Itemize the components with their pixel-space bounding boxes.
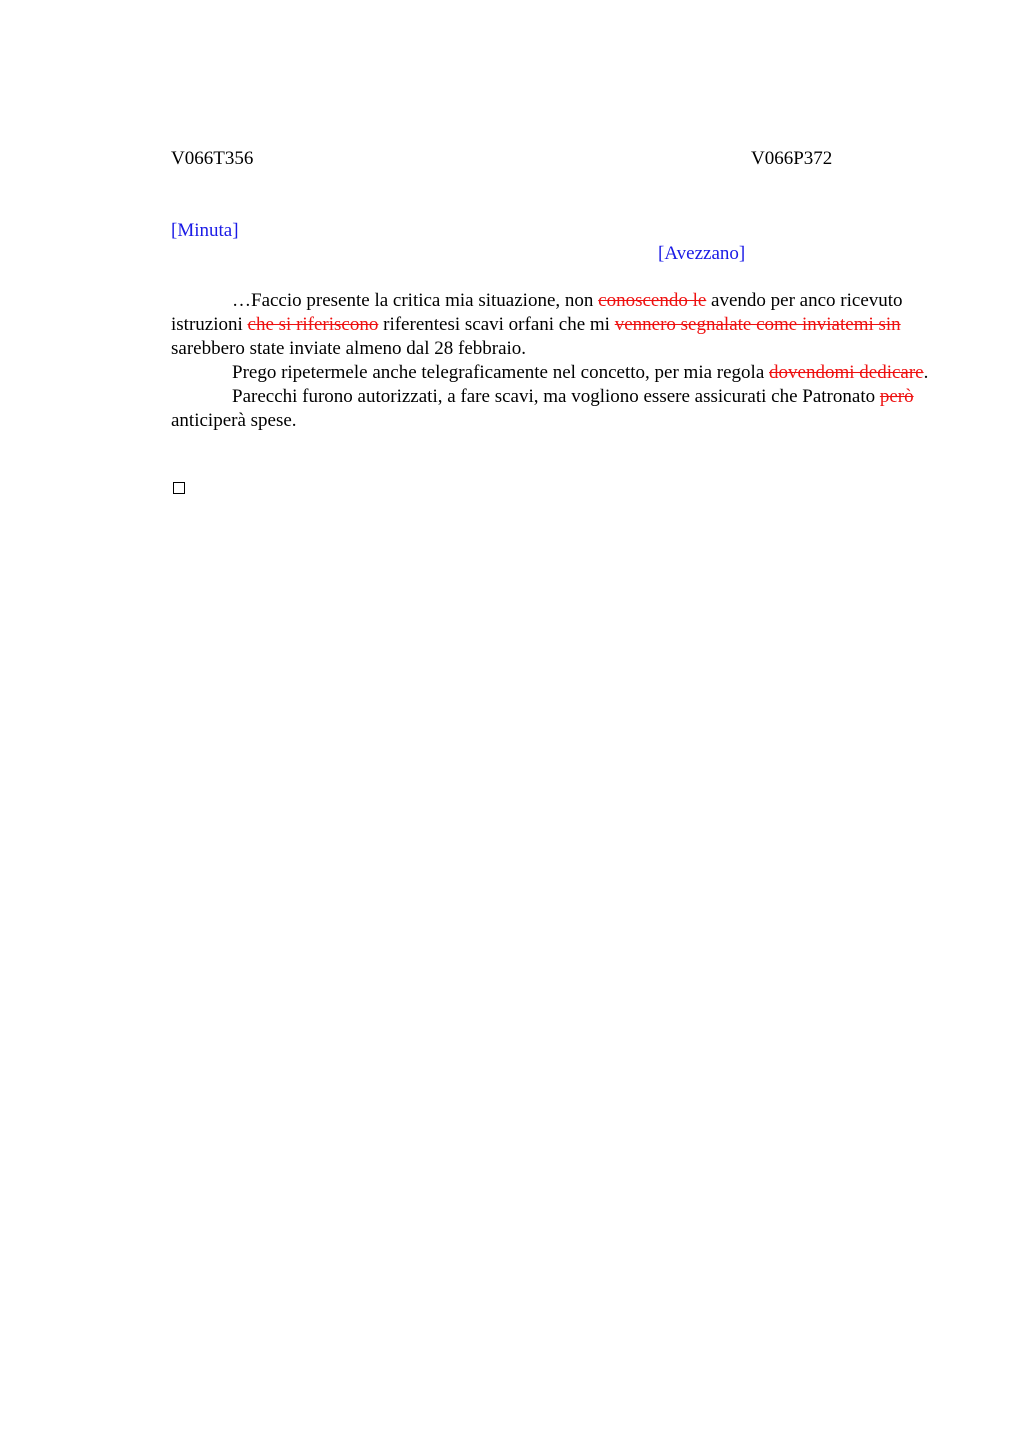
deleted-text: dovendomi dedicare — [769, 362, 924, 383]
paragraph — [171, 361, 936, 385]
letter-body — [171, 289, 936, 433]
square-outline-icon — [173, 482, 185, 494]
paragraph-text: avendo per anco ricevuto istruzioni — [171, 290, 903, 335]
deleted-text: vennero segnalate come inviatemi sin — [614, 314, 901, 335]
paragraph-text: Prego ripetermele anche telegraficamente nel concetto, per mia regola — [232, 362, 770, 383]
document-code-right: V066P372 — [751, 148, 833, 169]
paragraph-text: riferentesi scavi orfani che mi — [378, 314, 615, 335]
paragraph-text: . — [923, 362, 929, 383]
paragraph-text: Parecchi furono autorizzati, a fare scavi, ma vogliono essere assicurati che Patronato — [232, 386, 880, 407]
place-annotation: [Avezzano] — [658, 243, 746, 264]
document-code-left: V066T356 — [171, 148, 254, 169]
deleted-text: che si riferiscono — [247, 314, 379, 335]
paragraph — [171, 385, 936, 433]
deleted-text: conoscendo le — [598, 290, 707, 311]
deleted-text: però — [879, 386, 914, 407]
minuta-annotation: [Minuta] — [171, 220, 239, 241]
paragraph-text: …Faccio presente la critica mia situazione, non — [232, 290, 599, 311]
paragraph — [171, 289, 936, 361]
paragraph-text: anticiperà spese. — [171, 410, 297, 431]
paragraph-text: sarebbero state inviate almeno dal 28 febbraio. — [171, 338, 527, 359]
